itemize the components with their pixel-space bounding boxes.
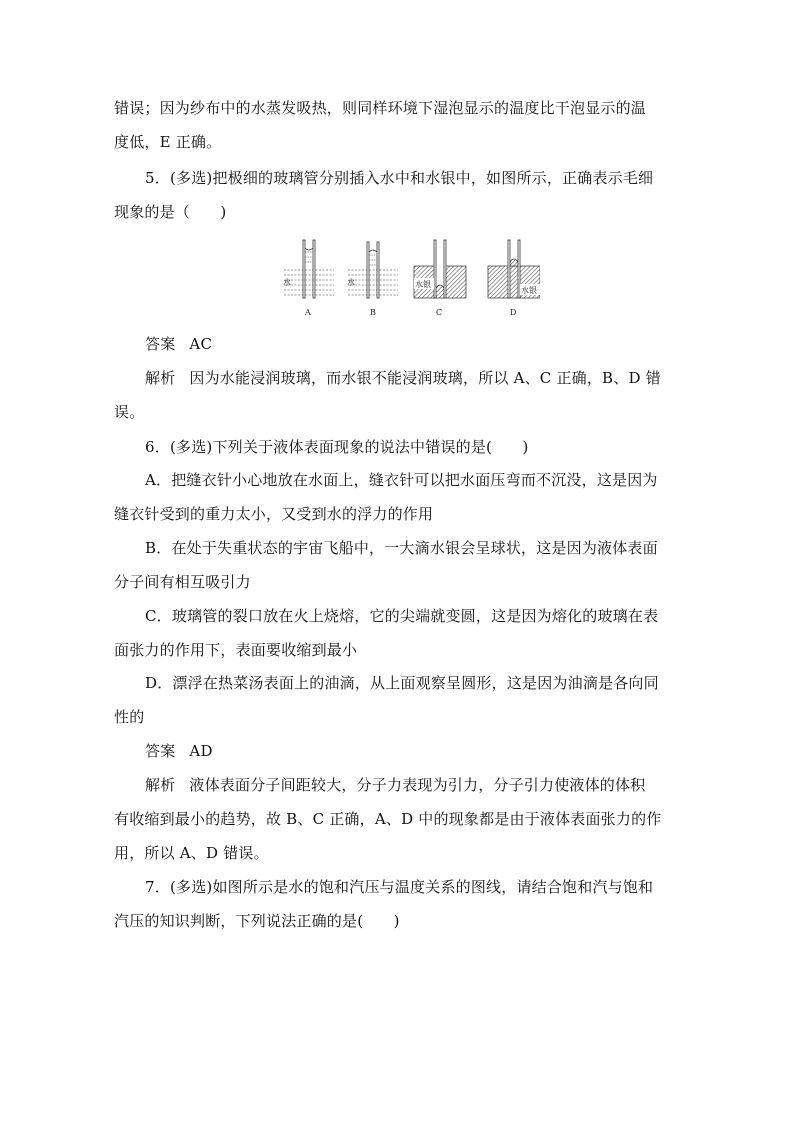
- figure-label-a: A: [305, 308, 311, 317]
- water-label: 水: [347, 278, 355, 287]
- figure-panel-c: [414, 240, 466, 317]
- mercury-label: 水银: [415, 280, 431, 289]
- figure-label-d: D: [510, 308, 517, 317]
- option-a: A．把缝衣针小心地放在水面上，缝衣针可以把水面压弯而不沉没，这是因为: [145, 471, 658, 489]
- analysis-row: [145, 368, 725, 388]
- answer-value: AC: [189, 335, 213, 353]
- question-5-stem-cont: 现象的是（ ): [114, 203, 227, 221]
- figure-label-c: C: [436, 308, 443, 317]
- option-c: C．玻璃管的裂口放在火上烧熔，它的尖端就变圆，这是因为熔化的玻璃在表: [145, 607, 659, 625]
- option-a-cont: 缝衣针受到的重力太小，又受到水的浮力的作用: [114, 505, 434, 523]
- analysis-text-cont: 误。: [114, 403, 145, 421]
- answer-row: [145, 334, 725, 354]
- question-7-stem-cont: 汽压的知识判断，下列说法正确的是( ): [114, 912, 400, 930]
- figure-label-b: B: [370, 308, 376, 317]
- figure-panel-a: [283, 240, 334, 317]
- analysis-text: 因为水能浸润玻璃，而水银不能浸润玻璃，所以 A、C 正确，B、D 错: [189, 369, 661, 387]
- capillary-figure: [278, 238, 540, 320]
- mercury-label: 水银: [521, 286, 537, 295]
- paragraph-line: 度低，E 正确。: [114, 133, 222, 151]
- answer-value: AD: [189, 742, 213, 760]
- answer-row: [145, 741, 725, 761]
- question-6-stem: 6．(多选)下列关于液体表面现象的说法中错误的是( ): [145, 438, 529, 456]
- question-7-stem: 7．(多选)如图所示是水的饱和汽压与温度关系的图线，请结合饱和汽与饱和: [145, 878, 654, 896]
- figure-panel-d: [488, 240, 540, 317]
- answer-label: 答案: [145, 742, 176, 760]
- analysis-label: 解析: [145, 369, 176, 387]
- water-label: 水: [283, 278, 291, 287]
- figure-panel-b: [347, 242, 398, 317]
- analysis-row: [145, 775, 725, 795]
- option-d: D．漂浮在热菜汤表面上的油滴，从上面观察呈圆形，这是因为油滴是各向同: [145, 674, 659, 692]
- paragraph-line: 错误；因为纱布中的水蒸发吸热，则同样环境下湿泡显示的温度比干泡显示的温: [114, 99, 647, 117]
- capillary-figure-svg: [278, 238, 540, 320]
- analysis-text: 液体表面分子间距较大，分子力表现为引力，分子引力使液体的体积: [189, 776, 646, 794]
- analysis-text-cont: 有收缩到最小的趋势，故 B、C 正确，A、D 中的现象都是由于液体表面张力的作: [114, 810, 662, 828]
- option-b-cont: 分子间有相互吸引力: [114, 573, 251, 591]
- option-b: B．在处于失重状态的宇宙飞船中，一大滴水银会呈球状，这是因为液体表面: [145, 539, 658, 557]
- answer-label: 答案: [145, 335, 176, 353]
- analysis-text-cont: 用，所以 A、D 错误。: [114, 844, 269, 862]
- question-5-stem: 5．(多选)把极细的玻璃管分别插入水中和水银中，如图所示，正确表示毛细: [145, 169, 654, 187]
- analysis-label: 解析: [145, 776, 176, 794]
- option-c-cont: 面张力的作用下，表面要收缩到最小: [114, 641, 358, 659]
- option-d-cont: 性的: [114, 708, 145, 726]
